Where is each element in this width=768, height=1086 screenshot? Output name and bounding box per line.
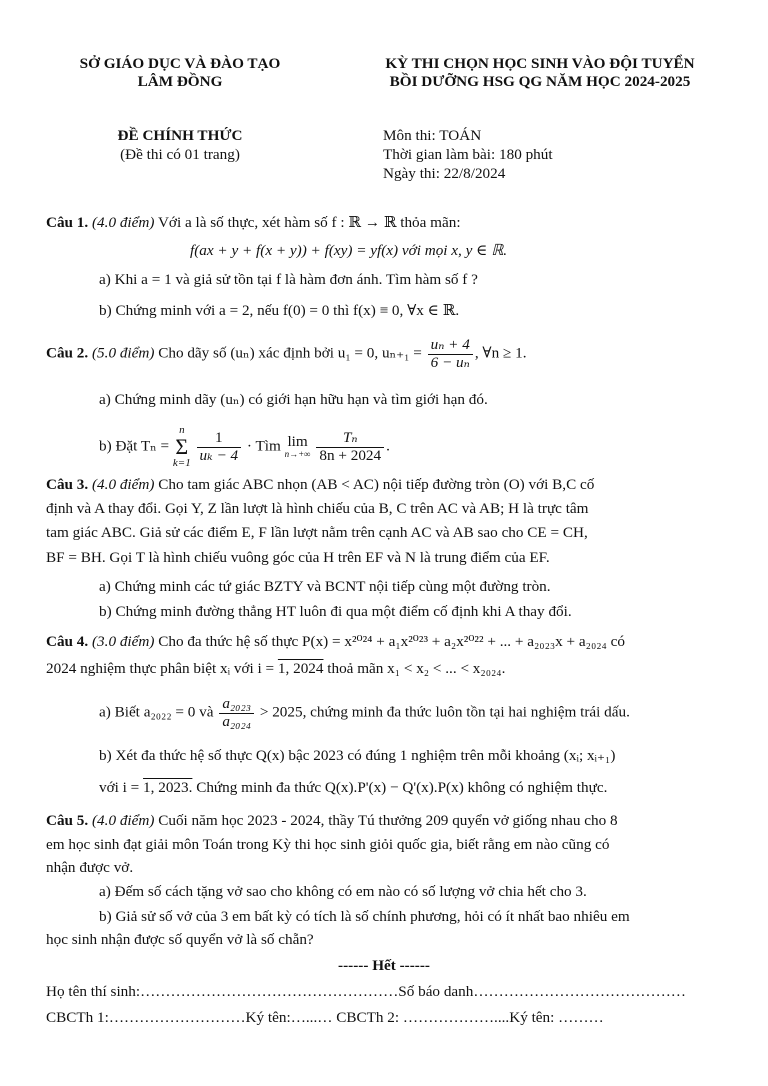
sum-fraction: $\frac{1}{\text{uₖ − 4}}$ [197,430,242,464]
question-5-line2: em học sinh đạt giải môn Toán trong Kỳ thi học sinh giỏi quốc gia, biết rằng em nào cũng có [46,836,610,853]
question-2a: a) Chứng minh dãy (uₙ) có giới hạn hữu hạn và tìm giới hạn đó. [99,391,488,408]
official-label: ĐỀ CHÍNH THỨC [117,127,243,144]
question-4-line1: Câu 4. (3.0 điểm) Cho đa thức hệ số thực P(x) = x²⁰²⁴ + a₁x²⁰²³ + a₂x²⁰²² + ... + a₂₀₂₃x + a₂₀₂₄ có [46,633,625,650]
exam-subtitle: BỒI DƯỠNG HSG QG NĂM HỌC 2024-2025 [389,73,691,90]
exam-date: Ngày thi: 22/8/2024 [383,165,506,182]
question-3-line3: tam giác ABC. Giả sử các điểm E, F lần lượt nằm trên cạnh AC và AB sao cho CE = CH, [46,524,588,541]
question-4b-line1: b) Xét đa thức hệ số thực Q(x) bậc 2023 có đúng 1 nghiệm trên mỗi khoảng (xᵢ; xᵢ₊₁) [99,747,616,764]
question-5-line3: nhận được vở. [46,859,134,876]
exam-title: KỲ THI CHỌN HỌC SINH VÀO ĐỘI TUYỂN [385,55,695,72]
limit-symbol: lim n→+∞ [284,432,311,460]
question-5b-line1: b) Giả sử số vở của 3 em bất kỳ có tích là số chính phương, hỏi có ít nhất bao nhiêu em [99,908,630,925]
question-1b: b) Chứng minh với a = 2, nếu f(0) = 0 thì f(x) ≡ 0, ∀x ∈ ℝ. [99,302,460,319]
proctor-signature-line: CBCTh 1:………………………Ký tên:…...… CBCTh 2: ………………....Ký tên: ……… [46,1009,604,1026]
candidate-name-line: Họ tên thí sinh:……………………………………………Số báo danh…………………………………… [46,983,686,1000]
limit-fraction: $\frac{\text{Tₙ}}{8n + 2024}$ [316,430,384,464]
question-5-line1: Câu 5. (4.0 điểm) Cuối năm học 2023 - 2024, thầy Tú thưởng 209 quyển vở giống nhau cho 8 [46,812,618,829]
pages-note: (Đề thi có 01 trang) [120,146,240,163]
question-1-equation: f(ax + y + f(x + y)) + f(xy) = yf(x) với mọi x, y ∈ ℝ. [190,242,508,259]
sum-symbol: n Σ k=1 [172,424,191,469]
question-2b: b) Đặt Tₙ = n Σ k=1 $\frac{1}{\text{uₖ − 4}}$ · Tìm lim n→+∞ $\frac{\text{Tₙ}}{8n + 2024}$ . [99,424,390,469]
question-3-line1: Câu 3. (4.0 điểm) Cho tam giác ABC nhọn (AB < AC) nội tiếp đường tròn (O) với B,C cố [46,476,595,493]
question-3-line4: BF = BH. Gọi T là hình chiếu vuông góc của H trên EF và N là trung điểm của EF. [46,549,550,566]
question-1-intro: Câu 1. (4.0 điểm) Với a là số thực, xét hàm số f : ℝ → ℝ thỏa mãn: [46,214,461,231]
question-5a: a) Đếm số cách tặng vở sao cho không có em nào có số lượng vở chia hết cho 3. [99,883,587,900]
question-3-line2: định và A thay đổi. Gọi Y, Z lần lượt là hình chiếu của B, C trên AC và AB; H là trực tâm [46,500,589,517]
province-name: LÂM ĐỒNG [137,73,223,90]
question-4b-line2: với i = 1, 2023. Chứng minh đa thức Q(x).P'(x) − Q'(x).P(x) không có nghiệm thực. [99,779,608,796]
question-3b: b) Chứng minh đường thẳng HT luôn đi qua một điểm cố định khi A thay đổi. [99,603,572,620]
question-2-intro: Câu 2. (5.0 điểm) Cho dãy số (uₙ) xác định bởi u₁ = 0, uₙ₊₁ = $\frac{\text{uₙ + 4}}{\text{6 − uₙ}}$ , ∀n ≥ 1. [46,336,527,371]
end-marker: ------ Hết ------ [338,957,430,974]
question-3a: a) Chứng minh các tứ giác BZTY và BCNT nội tiếp cùng một đường tròn. [99,578,551,595]
question-1a: a) Khi a = 1 và giả sử tồn tại f là hàm đơn ánh. Tìm hàm số f ? [99,271,478,288]
recurrence-fraction: $\frac{\text{uₙ + 4}}{\text{6 − uₙ}}$ [428,337,473,371]
coefficient-ratio: $\frac{\text{a₂₀₂₃}}{\text{a₂₀₂₄}}$ [219,696,254,730]
subject: Môn thi: TOÁN [383,127,482,144]
exam-time: Thời gian làm bài: 180 phút [383,146,553,163]
question-4-line2: 2024 nghiệm thực phân biệt xᵢ với i = 1, 2024 thoả mãn x₁ < x₂ < ... < x₂₀₂₄. [46,660,506,677]
question-4a: a) Biết a₂₀₂₂ = 0 và $\frac{\text{a₂₀₂₃}}{\text{a₂₀₂₄}}$ > 2025, chứng minh đa thức luôn tồn tại hai nghiệm trái dấu. [99,695,630,730]
question-5b-line2: học sinh nhận được số quyển vở là số chẵn? [46,931,314,948]
department-name: SỞ GIÁO DỤC VÀ ĐÀO TẠO [79,55,281,72]
